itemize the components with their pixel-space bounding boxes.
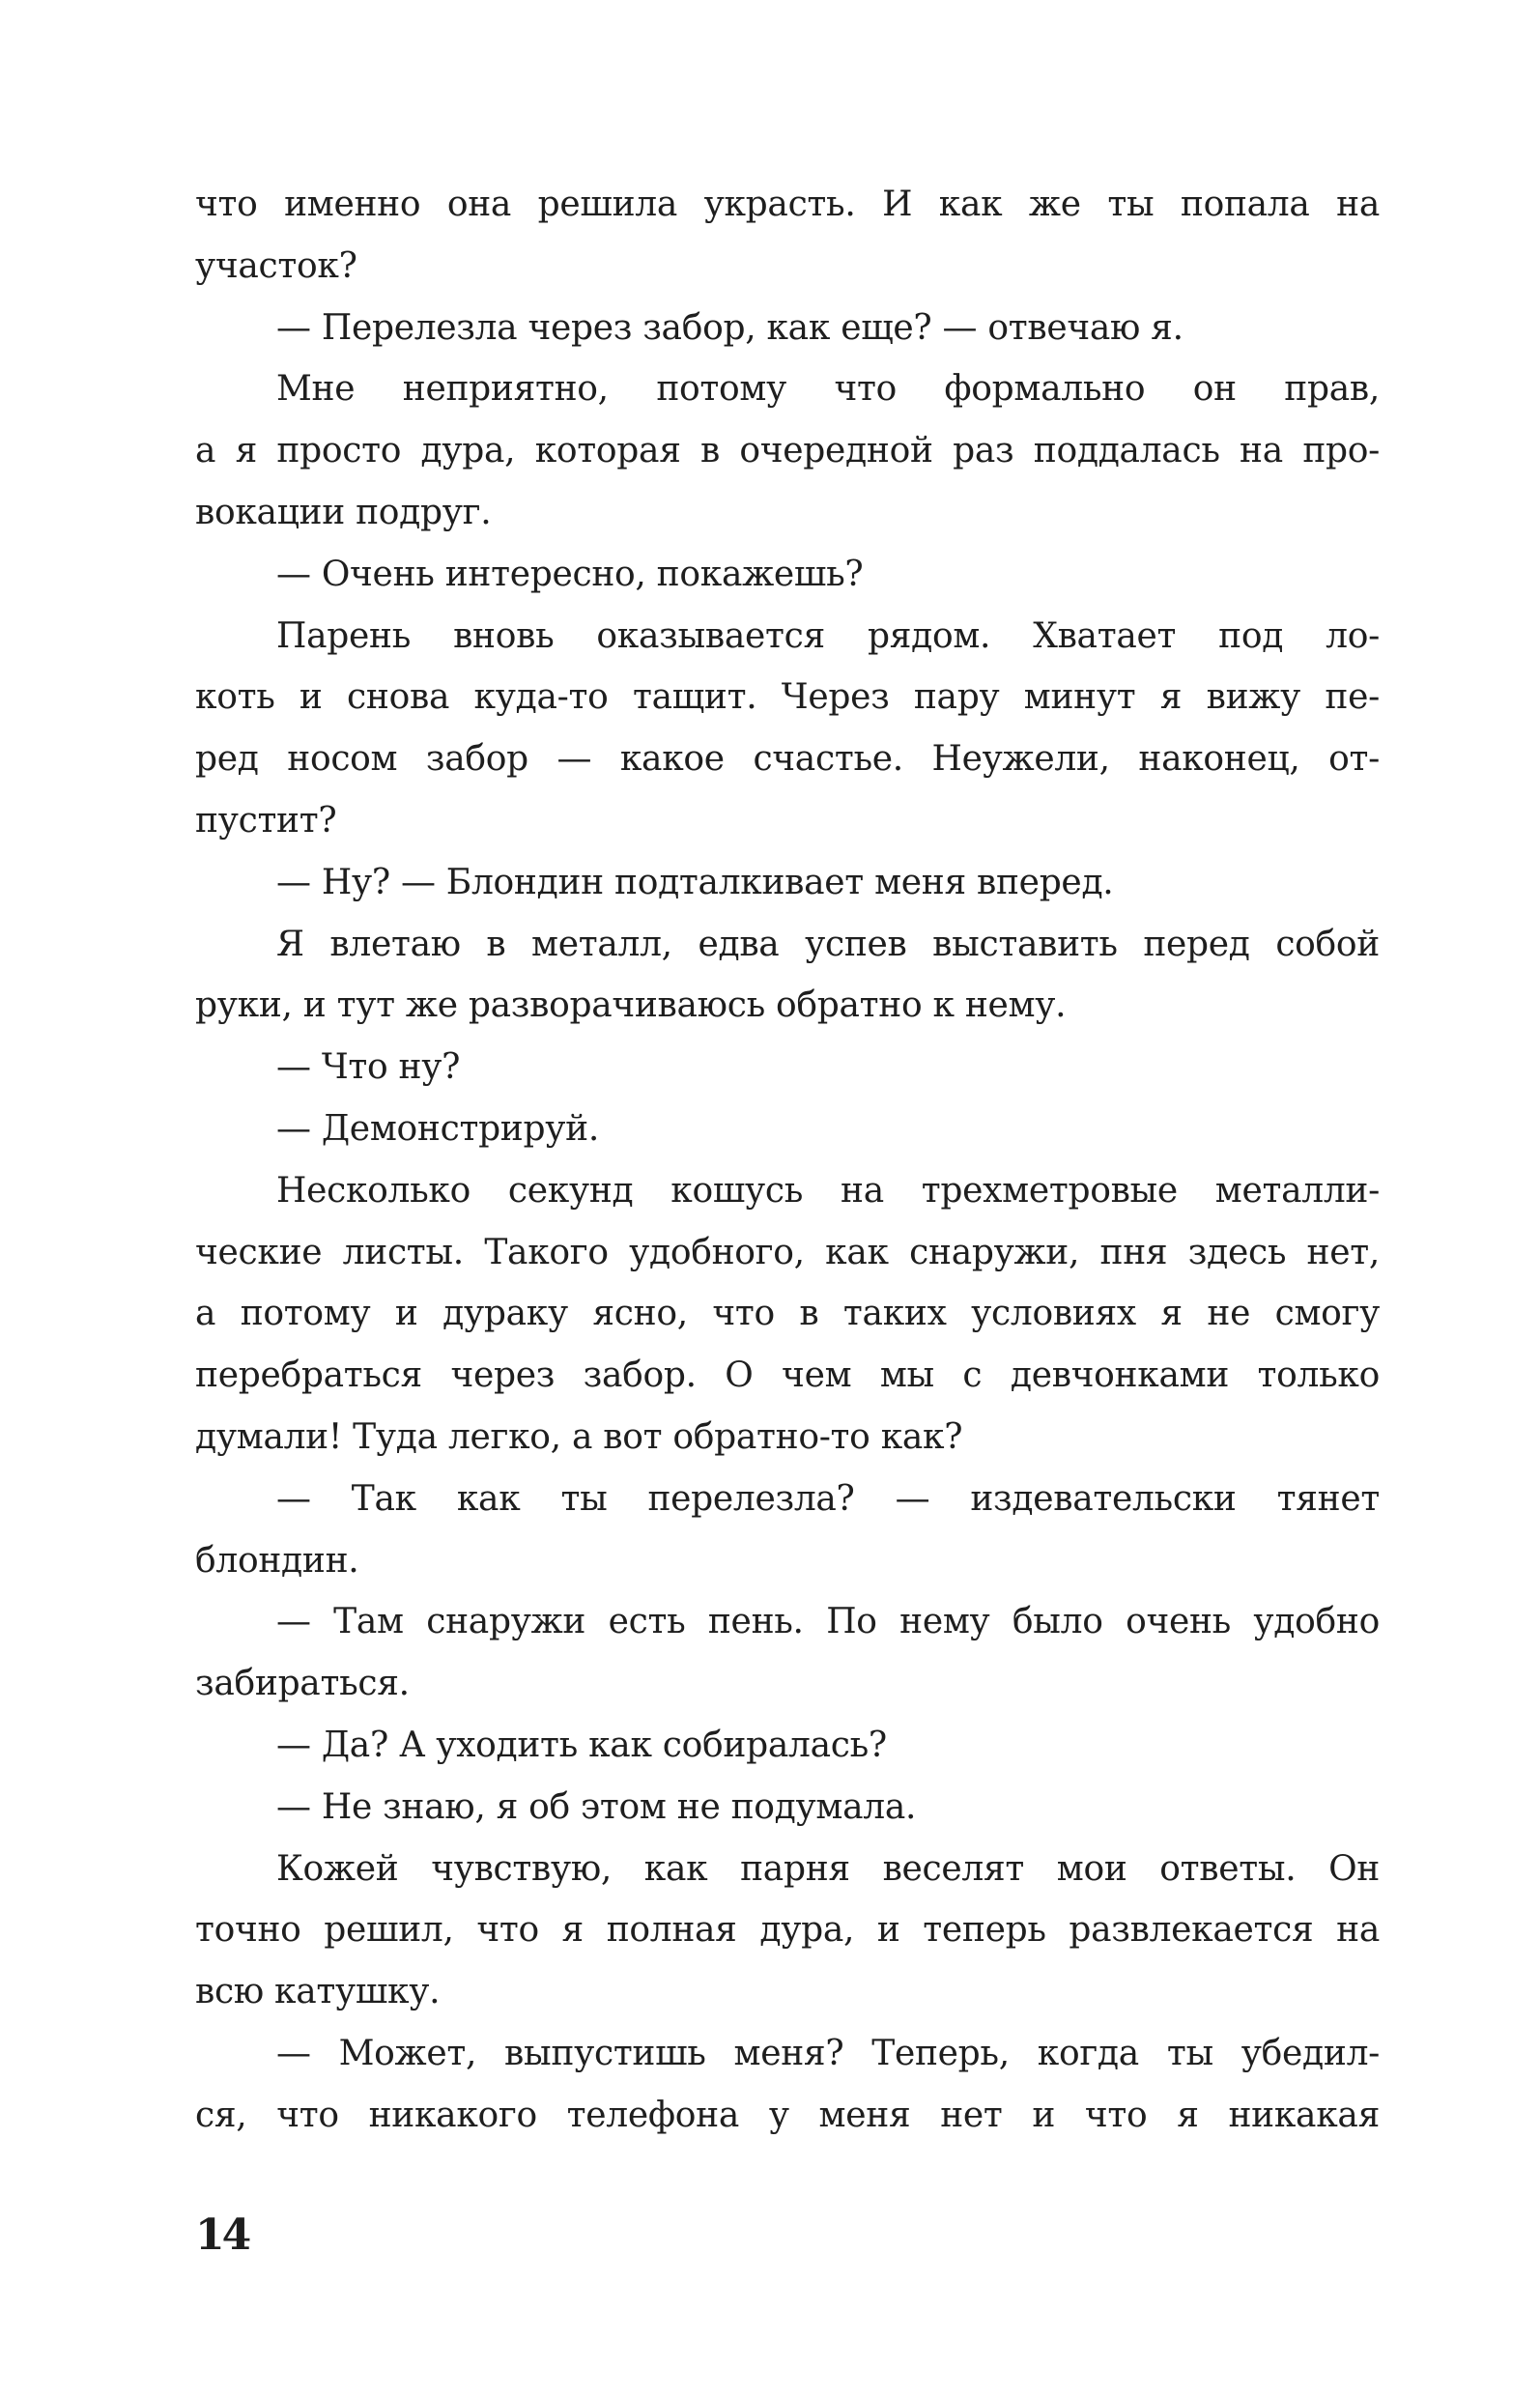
text-line: коть и снова куда-то тащит. Через пару минут я вижу пе- xyxy=(195,677,1380,718)
text-line: думали! Туда легко, а вот обратно-то как? xyxy=(195,1416,963,1457)
page-number: 14 xyxy=(195,2211,249,2260)
page-body-text xyxy=(195,174,1380,2147)
text-line: Мне неприятно, потому что формально он прав, xyxy=(276,369,1380,410)
text-line: — Очень интересно, покажешь? xyxy=(276,554,864,594)
text-line: а потому и дураку ясно, что в таких условиях я не смогу xyxy=(195,1294,1380,1334)
text-line: — Демонстрируй. xyxy=(276,1108,599,1149)
text-line: всю катушку. xyxy=(195,1972,441,2012)
text-line: блондин. xyxy=(195,1540,359,1581)
text-line: ся, что никакого телефона у меня нет и что я никакая xyxy=(195,2095,1380,2135)
text-line: ред носом забор — какое счастье. Неужели, наконец, от- xyxy=(195,739,1380,780)
text-line: ческие листы. Такого удобного, как снаружи, пня здесь нет, xyxy=(195,1232,1380,1272)
text-line: вокации подруг. xyxy=(195,492,492,532)
text-line: Я влетаю в металл, едва успев выставить перед собой xyxy=(276,924,1380,964)
text-line: забираться. xyxy=(195,1664,410,1704)
text-line: — Да? А уходить как собиралась? xyxy=(276,1725,887,1765)
text-line: Кожей чувствую, как парня веселят мои ответы. Он xyxy=(276,1848,1380,1889)
text-line: Несколько секунд кошусь на трехметровые металли- xyxy=(276,1170,1380,1211)
text-line: — Что ну? xyxy=(276,1047,461,1088)
text-line: пустит? xyxy=(195,800,337,841)
text-line: — Может, выпустишь меня? Теперь, когда ты убедил- xyxy=(276,2033,1380,2073)
text-line: участок? xyxy=(195,245,357,286)
text-line: а я просто дура, которая в очередной раз поддалась на про- xyxy=(195,431,1380,471)
text-line: — Так как ты перелезла? — издевательски тянет xyxy=(276,1478,1380,1519)
text-line: точно решил, что я полная дура, и теперь развлекается на xyxy=(195,1910,1380,1951)
text-line: что именно она решила украсть. И как же ты попала на xyxy=(195,185,1380,224)
text-line: — Ну? — Блондин подталкивает меня вперед. xyxy=(276,862,1114,902)
text-line: перебраться через забор. О чем мы с девчонками только xyxy=(195,1355,1380,1396)
text-line: — Там снаружи есть пень. По нему было очень удобно xyxy=(276,1602,1380,1642)
text-line: руки, и тут же разворачиваюсь обратно к нему. xyxy=(195,985,1067,1026)
text-line: — Не знаю, я об этом не подумала. xyxy=(276,1786,917,1827)
text-line: — Перелезла через забор, как еще? — отвечаю я. xyxy=(276,307,1184,348)
text-line: Парень вновь оказывается рядом. Хватает под ло- xyxy=(276,615,1380,656)
